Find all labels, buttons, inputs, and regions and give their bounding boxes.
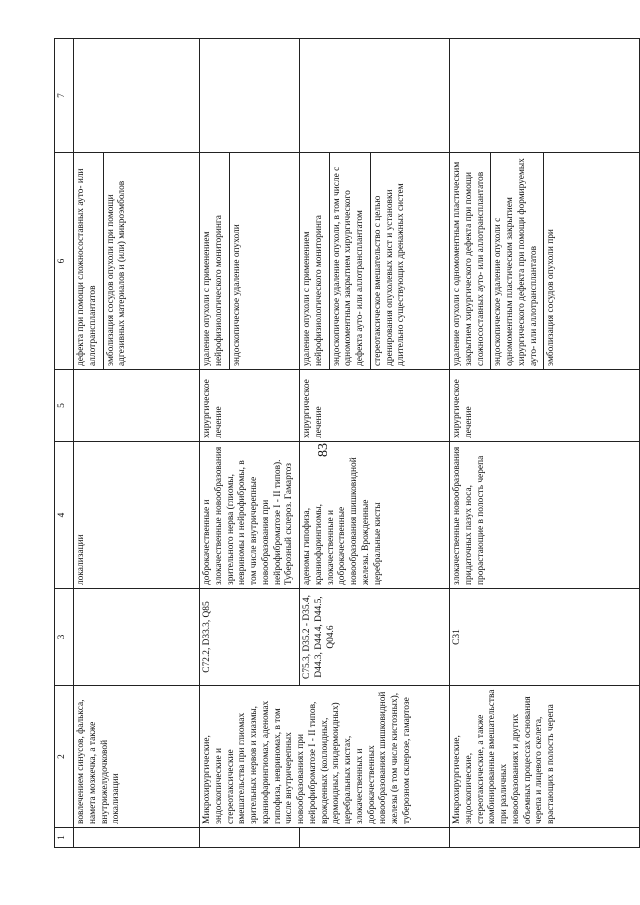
- header-row: [55, 39, 74, 848]
- header-cell: 3: [55, 589, 74, 686]
- treatment-method-item: стереотаксическое вмешательство с целью дренирования опухолевых кист и установки длительно существующих дренажных систем: [372, 183, 407, 366]
- model-cell: злокачественные новообразования придаточных пазух носа, прорастающие в полость черепа: [450, 442, 640, 589]
- model-cell: локализации: [74, 442, 200, 589]
- treatment-method-item: удаление опухоли с применением нейрофизиологического мониторинга: [200, 153, 230, 369]
- treatment-method-item: эндоскопическое удаление опухоли, в том числе с одномоментным закрытием хирургического дефекта ауто- или аллотрансплантатом: [330, 153, 371, 369]
- treatment-type-cell: [74, 370, 200, 442]
- treatment-table: [54, 38, 640, 848]
- treatment-method-cell: [200, 153, 300, 370]
- treatment-method-item: удаление опухоли с применением нейрофизиологического мониторинга: [300, 153, 330, 369]
- code-cell: C31: [450, 589, 640, 686]
- header-cell: 7: [55, 39, 74, 153]
- treatment-method-item: удаление опухоли с одномоментным пластическим закрытием хирургического дефекта при помощи сложносоставных ауто- или аллотрансплантатов: [450, 153, 491, 369]
- header-cell: 5: [55, 370, 74, 442]
- treatment-type-cell: хирургическое лечение: [200, 370, 300, 442]
- table-row: [74, 39, 200, 848]
- header-cell: 1: [55, 828, 74, 848]
- treatment-method-item: эмболизация сосудов опухоли при: [546, 229, 557, 366]
- treatment-method-item: дефекта при помощи сложносоставных ауто- или аллотрансплантатов: [74, 153, 104, 369]
- method-cell: Микрохирургические, эндоскопические и стереотаксические вмешательства при глиомах зрительных нервов и хиазмы, краниофарингиомах, аденомах гипофиза, невриномах, в том числе внутричерепных новообразованиях при нейрофиброматозе I - II типов, врожденных (коллоидных, дермоидных, эпидермоидных) церебральных кистах, злокачественных и доброкачественных новообразованиях шишковидной железы (в том числе кистозных), туберозном склерозе, гамартозе: [200, 686, 450, 828]
- table-row: [450, 39, 640, 848]
- treatment-method-cell: [450, 153, 640, 370]
- header-cell: 6: [55, 153, 74, 370]
- code-cell: [74, 589, 200, 686]
- code-cell: C72.2, D33.3, Q85: [200, 589, 300, 686]
- treatment-type-cell: хирургическое лечение: [300, 370, 450, 442]
- treatment-method-item: эндоскопическое удаление опухоли: [231, 224, 242, 366]
- header-cell: 4: [55, 442, 74, 589]
- table-row: [200, 39, 300, 848]
- treatment-method-cell: [74, 153, 200, 370]
- method-cell: Микрохирургические, эндоскопические, стереотаксические, а также комбинированные вмешательства при различных новообразованиях и других объемных процессах основания черепа и лицевого скелета, врастающих в полость черепа: [450, 686, 640, 828]
- page-number: 83: [316, 443, 331, 457]
- header-cell: 2: [55, 686, 74, 828]
- treatment-method-item: эндоскопическое удаление опухоли с одномоментным пластическим закрытием хирургического дефекта при помощи формируемых ауто- или аллотрансплантатов: [491, 153, 544, 369]
- model-cell: аденомы гипофиза, краниофарингиомы, злокачественные и доброкачественные новообразования шишковидной железы. Врожденные церебральные кисты: [300, 442, 450, 589]
- code-cell: C75.3, D35.2 - D35.4, D44.3, D44.4, D44.5, Q04.6: [300, 589, 450, 686]
- model-cell: доброкачественные и злокачественные новообразования зрительного нерва (глиомы, невриномы и нейрофибромы, в том числе внутричерепные новообразования при нейрофиброматозе I - II типов). Туберозный склероз. Гамартоз: [200, 442, 300, 589]
- method-cell: вовлечением синусов, фалькса, намета мозжечка, а также внутрижелудочковой локализации: [74, 686, 200, 828]
- treatment-type-cell: хирургическое лечение: [450, 370, 640, 442]
- treatment-method-item: эмболизация сосудов опухоли при помощи адгезивных материалов и (или) микроэмболов: [105, 180, 128, 366]
- treatment-method-cell: [300, 153, 450, 370]
